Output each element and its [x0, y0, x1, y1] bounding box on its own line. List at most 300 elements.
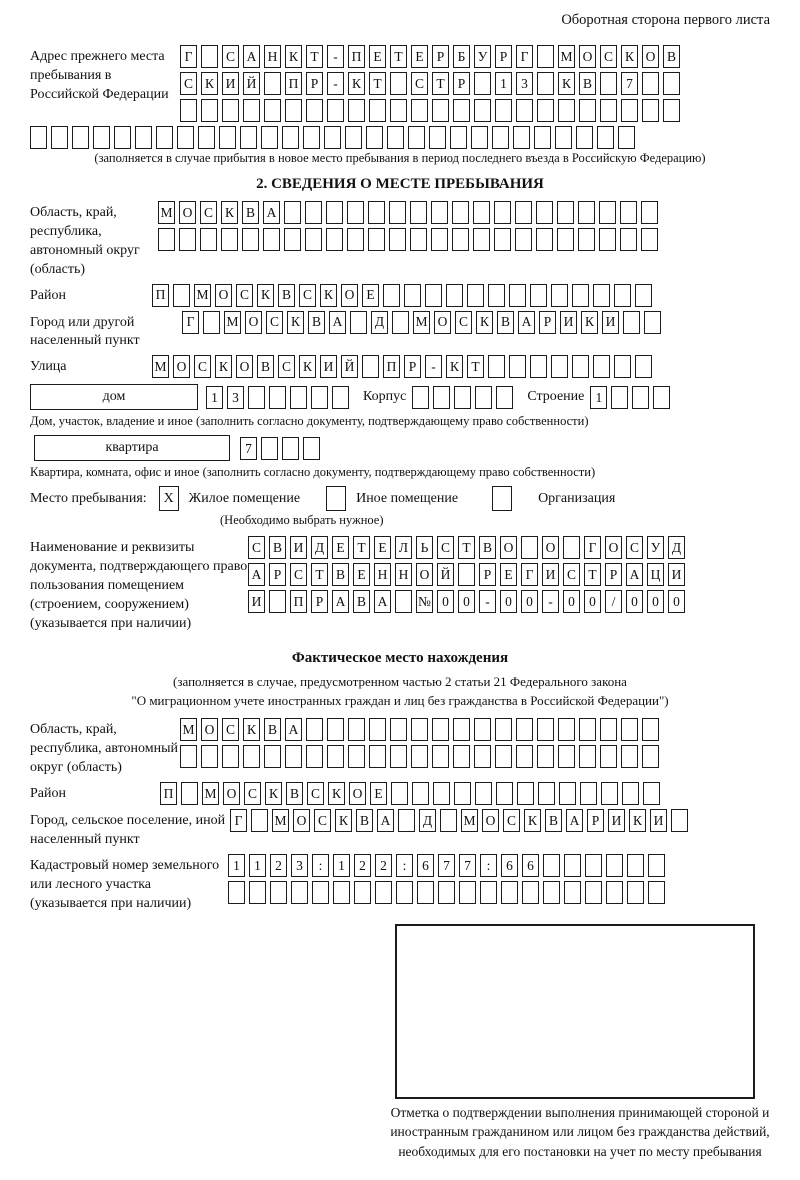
- char-box: И: [668, 563, 685, 586]
- kvartira-note: Квартира, комната, офис и иное (заполнить согласно документу, подтверждающему право собственности): [30, 465, 596, 480]
- char-box: О: [579, 45, 596, 68]
- char-box: [578, 201, 595, 224]
- char-box: И: [650, 809, 667, 832]
- char-box: 6: [522, 854, 539, 877]
- char-box: [474, 99, 491, 122]
- char-box: С: [222, 718, 239, 741]
- korpus-cells: [412, 386, 517, 409]
- char-box: А: [518, 311, 535, 334]
- char-box: О: [223, 782, 240, 805]
- char-box: Н: [374, 563, 391, 586]
- char-box: [285, 745, 302, 768]
- char-box: [201, 745, 218, 768]
- char-box: [333, 881, 350, 904]
- char-box: К: [320, 284, 337, 307]
- char-box: [248, 386, 265, 409]
- fact-oblast-block: [30, 718, 770, 778]
- fact-rayon-label: Район: [30, 786, 66, 802]
- char-box: 0: [563, 590, 580, 613]
- char-box: [453, 745, 470, 768]
- rayon-row: [152, 284, 656, 307]
- char-box: [644, 311, 661, 334]
- mesto-option-inoe: Иное помещение: [356, 490, 459, 506]
- char-box: О: [236, 355, 253, 378]
- char-box: [453, 99, 470, 122]
- char-box: [513, 126, 530, 149]
- fact-oblast-row-1: [180, 718, 663, 741]
- char-box: Г: [180, 45, 197, 68]
- char-box: [200, 228, 217, 251]
- char-box: [375, 881, 392, 904]
- char-box: [522, 881, 539, 904]
- char-box: К: [581, 311, 598, 334]
- char-box: Е: [374, 536, 391, 559]
- char-box: М: [558, 45, 575, 68]
- gorod-row: [182, 311, 665, 334]
- char-box: [627, 854, 644, 877]
- fact-rayon-row: [160, 782, 664, 805]
- char-box: [306, 745, 323, 768]
- char-box: [306, 99, 323, 122]
- char-box: [593, 355, 610, 378]
- char-box: С: [248, 536, 265, 559]
- char-box: К: [328, 782, 345, 805]
- char-box: П: [160, 782, 177, 805]
- char-box: [305, 228, 322, 251]
- char-box: [600, 745, 617, 768]
- char-box: [642, 745, 659, 768]
- stroenie-label: Строение: [527, 389, 585, 405]
- char-box: Р: [479, 563, 496, 586]
- char-box: [412, 386, 429, 409]
- char-box: К: [476, 311, 493, 334]
- char-box: И: [608, 809, 625, 832]
- char-box: С: [290, 563, 307, 586]
- char-box: Г: [521, 563, 538, 586]
- char-box: [269, 590, 286, 613]
- char-box: К: [201, 72, 218, 95]
- char-box: 3: [516, 72, 533, 95]
- char-box: [368, 228, 385, 251]
- char-box: [452, 201, 469, 224]
- doc-row-3: [248, 590, 689, 613]
- char-box: [395, 590, 412, 613]
- fact-rayon-block: [30, 782, 770, 805]
- char-box: [306, 718, 323, 741]
- char-box: [180, 99, 197, 122]
- char-box: [347, 228, 364, 251]
- char-box: №: [416, 590, 433, 613]
- char-box: Т: [369, 72, 386, 95]
- char-box: С: [626, 536, 643, 559]
- char-box: С: [411, 72, 428, 95]
- char-box: Д: [311, 536, 328, 559]
- char-box: [390, 745, 407, 768]
- char-box: [611, 386, 628, 409]
- char-box: [579, 745, 596, 768]
- char-box: [509, 284, 526, 307]
- char-box: С: [200, 201, 217, 224]
- char-box: [391, 782, 408, 805]
- char-box: В: [278, 284, 295, 307]
- char-box: С: [244, 782, 261, 805]
- char-box: Б: [453, 45, 470, 68]
- oblast-row-1: [158, 201, 662, 224]
- char-box: 1: [206, 386, 223, 409]
- char-box: [558, 745, 575, 768]
- char-box: [454, 782, 471, 805]
- prev-address-label: Адрес прежнего места пребывания в Российской Федерации: [30, 49, 169, 102]
- char-box: В: [353, 590, 370, 613]
- char-box: Д: [668, 536, 685, 559]
- char-box: Й: [341, 355, 358, 378]
- char-box: Ь: [416, 536, 433, 559]
- char-box: [537, 745, 554, 768]
- char-box: [282, 126, 299, 149]
- char-box: [551, 355, 568, 378]
- char-box: Р: [311, 590, 328, 613]
- dom-note: Дом, участок, владение и иное (заполнить согласно документу, подтверждающему право собственности): [30, 414, 589, 429]
- char-box: [362, 355, 379, 378]
- char-box: [501, 881, 518, 904]
- char-box: И: [560, 311, 577, 334]
- char-box: К: [629, 809, 646, 832]
- char-box: Т: [390, 45, 407, 68]
- char-box: [537, 45, 554, 68]
- char-box: О: [482, 809, 499, 832]
- doc-block: [30, 536, 770, 633]
- char-box: [635, 355, 652, 378]
- checkbox-organizaciya: [492, 486, 512, 511]
- char-box: [537, 72, 554, 95]
- char-box: [534, 126, 551, 149]
- char-box: [642, 99, 659, 122]
- char-box: [303, 126, 320, 149]
- char-box: 0: [626, 590, 643, 613]
- char-box: [488, 284, 505, 307]
- char-box: [495, 745, 512, 768]
- char-box: [563, 536, 580, 559]
- char-box: [474, 72, 491, 95]
- char-box: [368, 201, 385, 224]
- char-box: Г: [516, 45, 533, 68]
- char-box: В: [579, 72, 596, 95]
- char-box: Е: [362, 284, 379, 307]
- checkbox-inoe: [326, 486, 346, 511]
- char-box: [264, 99, 281, 122]
- char-box: [530, 355, 547, 378]
- char-box: Г: [230, 809, 247, 832]
- prev-address-note: (заполняется в случае прибытия в новое место пребывания в период последнего въезда в Российскую Федерацию): [94, 151, 706, 165]
- char-box: [327, 745, 344, 768]
- char-box: [198, 126, 215, 149]
- char-box: [597, 126, 614, 149]
- char-box: Е: [332, 536, 349, 559]
- char-box: Р: [587, 809, 604, 832]
- char-box: Р: [539, 311, 556, 334]
- char-box: Н: [264, 45, 281, 68]
- char-box: [303, 437, 320, 460]
- char-box: А: [243, 45, 260, 68]
- char-box: -: [327, 72, 344, 95]
- char-box: [30, 126, 47, 149]
- char-box: [495, 99, 512, 122]
- char-box: С: [222, 45, 239, 68]
- char-box: 0: [521, 590, 538, 613]
- char-box: У: [474, 45, 491, 68]
- char-box: [622, 782, 639, 805]
- oblast-row-2: [158, 228, 662, 251]
- char-box: Р: [269, 563, 286, 586]
- char-box: [390, 99, 407, 122]
- char-box: К: [285, 45, 302, 68]
- char-box: Т: [306, 45, 323, 68]
- ulitsa-label: Улица: [30, 359, 67, 375]
- char-box: [264, 72, 281, 95]
- char-box: [264, 745, 281, 768]
- char-box: [179, 228, 196, 251]
- char-box: [389, 201, 406, 224]
- char-box: О: [605, 536, 622, 559]
- char-box: Г: [182, 311, 199, 334]
- mesto-label: Место пребывания:: [30, 490, 147, 506]
- char-box: С: [307, 782, 324, 805]
- char-box: [517, 782, 534, 805]
- char-box: [431, 201, 448, 224]
- char-box: В: [286, 782, 303, 805]
- char-box: [242, 228, 259, 251]
- char-box: [432, 745, 449, 768]
- char-box: [475, 386, 492, 409]
- char-box: [585, 881, 602, 904]
- char-box: Р: [306, 72, 323, 95]
- char-box: [404, 284, 421, 307]
- char-box: [515, 201, 532, 224]
- char-box: [369, 718, 386, 741]
- char-box: [429, 126, 446, 149]
- char-box: [269, 386, 286, 409]
- char-box: 0: [668, 590, 685, 613]
- rayon-label: Район: [30, 287, 66, 303]
- char-box: [555, 126, 572, 149]
- char-box: В: [308, 311, 325, 334]
- char-box: [324, 126, 341, 149]
- ulitsa-block: [30, 355, 770, 378]
- char-box: [530, 284, 547, 307]
- char-box: Г: [584, 536, 601, 559]
- char-box: 7: [621, 72, 638, 95]
- dom-widebox: дом: [30, 384, 198, 410]
- char-box: [390, 718, 407, 741]
- char-box: В: [269, 536, 286, 559]
- char-box: 2: [375, 854, 392, 877]
- char-box: К: [621, 45, 638, 68]
- char-box: 2: [354, 854, 371, 877]
- char-box: [606, 854, 623, 877]
- char-box: [572, 355, 589, 378]
- char-box: [387, 126, 404, 149]
- char-box: С: [299, 284, 316, 307]
- char-box: П: [383, 355, 400, 378]
- char-box: А: [329, 311, 346, 334]
- dom-block: [30, 384, 770, 410]
- char-box: В: [663, 45, 680, 68]
- prev-address-row-4: [30, 126, 770, 149]
- char-box: В: [356, 809, 373, 832]
- char-box: Т: [311, 563, 328, 586]
- char-box: [312, 881, 329, 904]
- char-box: [228, 881, 245, 904]
- char-box: Л: [395, 536, 412, 559]
- char-box: [284, 201, 301, 224]
- char-box: О: [349, 782, 366, 805]
- char-box: М: [224, 311, 241, 334]
- char-box: [557, 228, 574, 251]
- char-box: Е: [369, 45, 386, 68]
- char-box: Е: [500, 563, 517, 586]
- char-box: [311, 386, 328, 409]
- char-box: М: [202, 782, 219, 805]
- char-box: [558, 718, 575, 741]
- page-header-note: Оборотная сторона первого листа: [561, 12, 770, 28]
- char-box: [158, 228, 175, 251]
- char-box: 0: [647, 590, 664, 613]
- char-box: [201, 99, 218, 122]
- char-box: Т: [467, 355, 484, 378]
- char-box: [332, 386, 349, 409]
- char-box: [221, 228, 238, 251]
- char-box: [471, 126, 488, 149]
- char-box: В: [545, 809, 562, 832]
- char-box: [173, 284, 190, 307]
- char-box: П: [152, 284, 169, 307]
- char-box: О: [341, 284, 358, 307]
- char-box: 3: [291, 854, 308, 877]
- char-box: 2: [270, 854, 287, 877]
- char-box: -: [425, 355, 442, 378]
- kadastr-block: [30, 854, 770, 914]
- checkbox-zhiloe: X: [159, 486, 179, 511]
- char-box: [509, 355, 526, 378]
- char-box: К: [446, 355, 463, 378]
- char-box: [643, 782, 660, 805]
- char-box: [446, 284, 463, 307]
- char-box: 1: [590, 386, 607, 409]
- char-box: 1: [228, 854, 245, 877]
- char-box: А: [626, 563, 643, 586]
- char-box: [222, 99, 239, 122]
- char-box: [601, 782, 618, 805]
- char-box: [600, 99, 617, 122]
- char-box: Ц: [647, 563, 664, 586]
- char-box: М: [180, 718, 197, 741]
- char-box: [243, 99, 260, 122]
- char-box: О: [179, 201, 196, 224]
- char-box: [467, 284, 484, 307]
- char-box: [345, 126, 362, 149]
- fact-gorod-block: [30, 809, 770, 850]
- char-box: [599, 201, 616, 224]
- char-box: И: [222, 72, 239, 95]
- char-box: 3: [227, 386, 244, 409]
- char-box: С: [194, 355, 211, 378]
- char-box: 0: [437, 590, 454, 613]
- fact-title: Фактическое место нахождения: [291, 649, 509, 666]
- char-box: [564, 881, 581, 904]
- char-box: Р: [404, 355, 421, 378]
- fact-oblast-row-2: [180, 745, 663, 768]
- char-box: К: [215, 355, 232, 378]
- char-box: Т: [432, 72, 449, 95]
- char-box: О: [542, 536, 559, 559]
- fact-gorod-label: Город, сельское поселение, иной населенный пункт: [30, 813, 226, 848]
- char-box: [431, 228, 448, 251]
- char-box: [284, 228, 301, 251]
- char-box: О: [500, 536, 517, 559]
- char-box: [180, 745, 197, 768]
- char-box: О: [434, 311, 451, 334]
- char-box: [543, 854, 560, 877]
- char-box: [576, 126, 593, 149]
- char-box: [249, 881, 266, 904]
- char-box: С: [437, 536, 454, 559]
- fact-oblast-label: Область, край, республика, автономный округ (область): [30, 722, 179, 776]
- char-box: [433, 782, 450, 805]
- char-box: [411, 99, 428, 122]
- char-box: [621, 718, 638, 741]
- char-box: М: [152, 355, 169, 378]
- char-box: [410, 201, 427, 224]
- prev-address-row-3: [180, 99, 684, 122]
- oblast-block: [30, 201, 770, 280]
- char-box: [663, 72, 680, 95]
- char-box: [411, 745, 428, 768]
- char-box: К: [287, 311, 304, 334]
- char-box: 0: [458, 590, 475, 613]
- mesto-block: [30, 486, 770, 511]
- char-box: [642, 72, 659, 95]
- char-box: [585, 854, 602, 877]
- char-box: [348, 99, 365, 122]
- char-box: К: [221, 201, 238, 224]
- char-box: О: [416, 563, 433, 586]
- char-box: [453, 718, 470, 741]
- char-box: [459, 881, 476, 904]
- char-box: [580, 782, 597, 805]
- char-box: [326, 201, 343, 224]
- char-box: М: [158, 201, 175, 224]
- char-box: 0: [584, 590, 601, 613]
- char-box: А: [248, 563, 265, 586]
- char-box: [270, 881, 287, 904]
- char-box: В: [257, 355, 274, 378]
- char-box: [261, 126, 278, 149]
- char-box: [389, 228, 406, 251]
- char-box: К: [348, 72, 365, 95]
- char-box: -: [479, 590, 496, 613]
- prev-address-row-2: [180, 72, 684, 95]
- gorod-label: Город или другой населенный пункт: [30, 314, 140, 349]
- char-box: [408, 126, 425, 149]
- char-box: [282, 437, 299, 460]
- char-box: П: [290, 590, 307, 613]
- korpus-label: Корпус: [363, 389, 407, 405]
- char-box: А: [263, 201, 280, 224]
- char-box: [240, 126, 257, 149]
- char-box: М: [272, 809, 289, 832]
- char-box: [398, 809, 415, 832]
- kvartira-cells: [240, 437, 324, 460]
